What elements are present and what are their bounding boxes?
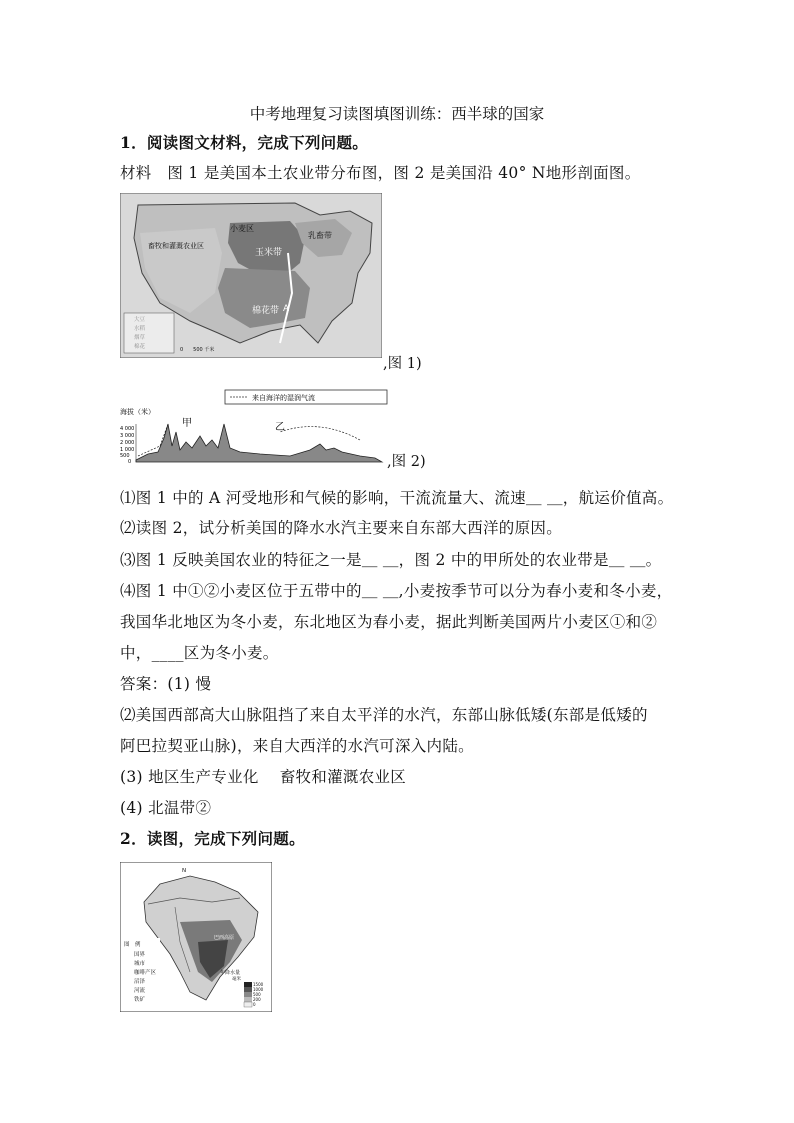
answer-2a: ⑵美国西部高大山脉阻挡了来自太平洋的水汽，东部山脉低矮(东部是低矮的 bbox=[120, 706, 648, 724]
question-1-material: 材料 图 1 是美国本土农业带分布图，图 2 是美国沿 40° N地形剖面图。 bbox=[120, 164, 641, 182]
fig2-yaxis-label: 海拔（米） bbox=[120, 408, 155, 416]
map-rain-value: 200 bbox=[253, 997, 261, 1002]
figure-brazil-map bbox=[120, 862, 272, 1012]
map-legend-title: 图 例 bbox=[124, 942, 141, 948]
figure-1-us-agriculture-map bbox=[120, 193, 382, 358]
fig1-river-a-label: A bbox=[283, 304, 290, 314]
map-rain-value: 1000 bbox=[253, 987, 264, 992]
map-legend-item: 沼泽 bbox=[134, 979, 146, 985]
question-1-part-4a: ⑷图 1 中①②小麦区位于五带中的＿ ＿,小麦按季节可以分为春小麦和冬小麦， bbox=[120, 582, 673, 600]
page-title: 中考地理复习读图填图训练：西半球的国家 bbox=[249, 105, 545, 123]
map-legend-item: 咖啡产区 bbox=[134, 970, 157, 976]
map-legend-item: 铁矿 bbox=[134, 997, 146, 1003]
map-rain-value: 1500 bbox=[253, 982, 264, 987]
question-1-part-1: ⑴图 1 中的 A 河受地形和气候的影响，干流流量大、流速＿ ＿，航运价值高。 bbox=[120, 489, 674, 507]
fig1-dairy-label: 乳畜带 bbox=[308, 231, 332, 240]
fig2-tick: 4 000 bbox=[120, 426, 135, 432]
map-rain-unit: 毫米 bbox=[232, 977, 241, 982]
map-rainfall-label: 年降水量 bbox=[220, 970, 241, 976]
map-legend-item: 河流 bbox=[134, 988, 146, 994]
answer-1: 答案：(1) 慢 bbox=[120, 675, 212, 693]
question-1-part-3: ⑶图 1 反映美国农业的特征之一是＿ ＿，图 2 中的甲所处的农业带是＿ ＿。 bbox=[120, 551, 662, 569]
map-north-label: N bbox=[182, 868, 187, 874]
fig2-legend-label: 来自海洋的湿润气流 bbox=[252, 394, 315, 402]
question-1-part-2: ⑵读图 2，试分析美国的降水水汽主要来自东部大西洋的原因。 bbox=[120, 519, 562, 537]
fig2-tick: 0 bbox=[128, 459, 132, 465]
question-2-heading: 2．读图，完成下列问题。 bbox=[120, 829, 305, 848]
fig2-tick: 3 000 bbox=[120, 433, 135, 439]
question-1-part-4b: 我国华北地区为冬小麦，东北地区为春小麦，据此判断美国两片小麦区①和② bbox=[120, 613, 658, 631]
question-1-heading: 1．阅读图文材料，完成下列问题。 bbox=[120, 133, 369, 152]
question-1-part-4c: 中，____区为冬小麦。 bbox=[120, 644, 279, 662]
fig1-cotton-label: 棉花带 bbox=[252, 306, 280, 316]
map-rain-value: 0 bbox=[253, 1002, 256, 1007]
fig1-ranch-label: 畜牧和灌溉农业区 bbox=[148, 242, 204, 250]
map-legend-item: 国界 bbox=[134, 952, 146, 958]
answer-4: (4) 北温带② bbox=[120, 799, 212, 817]
fig1-wheat-label: 小麦区 bbox=[230, 224, 254, 233]
fig2-tick: 500 bbox=[120, 453, 130, 459]
figure-2-caption: ,图 2) bbox=[387, 454, 426, 470]
figure-1-caption: ,图 1) bbox=[383, 356, 422, 372]
fig2-tick: 1 000 bbox=[120, 447, 135, 453]
answer-2b: 阿巴拉契亚山脉)，来自大西洋的水汽可深入内陆。 bbox=[120, 737, 474, 755]
fig2-yi-label: 乙 bbox=[275, 422, 285, 433]
fig2-jia-label: 甲 bbox=[182, 418, 192, 429]
map-rain-value: 500 bbox=[253, 992, 261, 997]
figure-2-terrain-profile bbox=[120, 388, 390, 468]
fig1-corn-label: 玉米带 bbox=[255, 248, 283, 258]
map-highlands-label: 巴西高原 bbox=[214, 935, 235, 941]
fig1-scale: 0 500 千米 bbox=[180, 347, 215, 353]
answer-3: (3) 地区生产专业化 畜牧和灌溉农业区 bbox=[120, 768, 407, 786]
fig2-tick: 2 000 bbox=[120, 440, 135, 446]
map-legend-item: 城市 bbox=[134, 961, 146, 967]
